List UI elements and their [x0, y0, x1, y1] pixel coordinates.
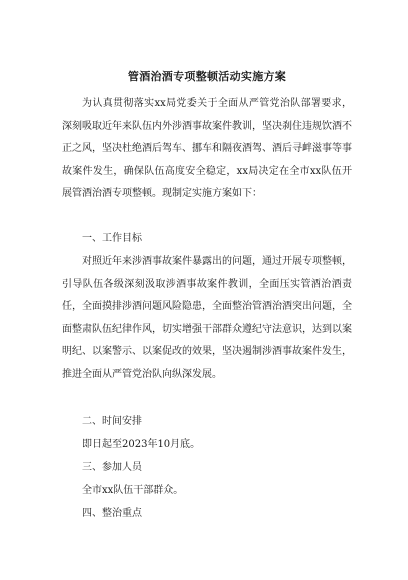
section-heading-focus: 四、整治重点 — [82, 508, 142, 519]
document-page — [62, 0, 352, 580]
document-title: 管酒治酒专项整顿活动实施方案 — [127, 70, 287, 83]
section-body-goals: 对照近年来涉酒事故案件暴露出的问题，通过开展专项整顿，引导队伍各级深刻汲取涉酒事故案件教训，全面压实管酒治酒责任，全面摸排涉酒问题风险隐患，全面整治管酒治酒突出问题，全面整肃队伍纪律作风，切实增强干部群众遵纪守法意识，达到以案明纪、以案警示、以案促改的效果，坚决遏制涉酒事故案件发生，推进全面从严管党治队向纵深发展。 — [62, 256, 352, 380]
section-body-schedule: 即日起至2023年10月底。 — [82, 439, 201, 450]
section-heading-schedule: 二、时间安排 — [82, 416, 142, 427]
section-heading-participants: 三、参加人员 — [82, 462, 142, 473]
section-heading-goals: 一、工作目标 — [82, 233, 142, 244]
intro-paragraph: 为认真贯彻落实xx局党委关于全面从严管党治队部署要求，深刻吸取近年来队伍内外涉酒事故案件教训，坚决刹住违规饮酒不正之风，坚决杜绝酒后驾车、挪车和隔夜酒驾、酒后寻衅滋事等事故案件发生，确保队伍高度安全稳定，xx局决定在全市xx队伍开展管酒治酒专项整顿。现制定实施方案如下： — [62, 98, 352, 200]
section-body-participants: 全市xx队伍干部群众。 — [82, 485, 184, 496]
